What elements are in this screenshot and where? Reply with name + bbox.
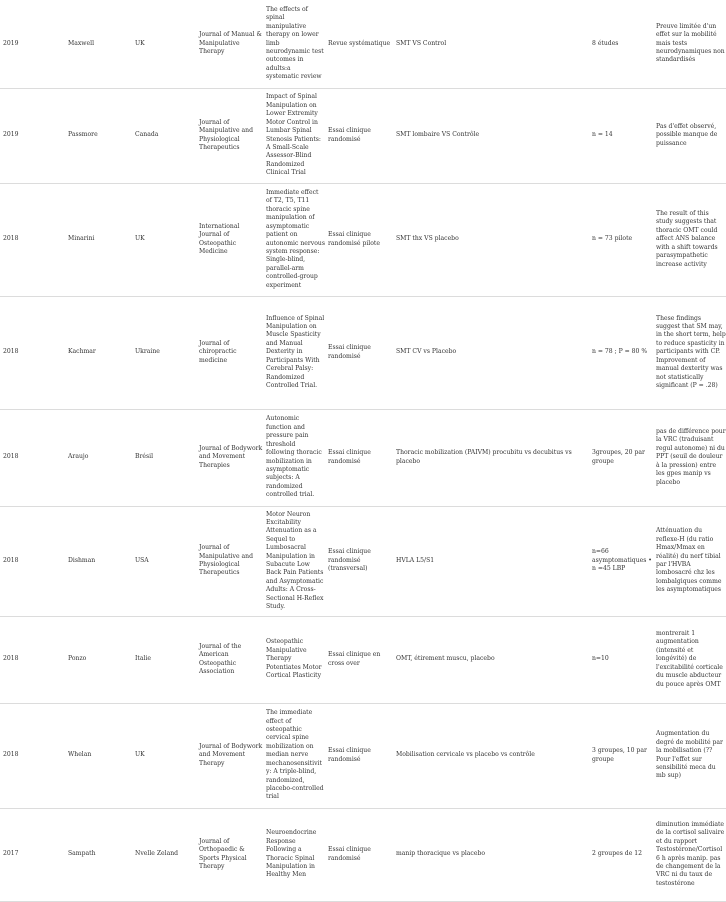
year-cell: 2017 — [0, 808, 65, 901]
intervention-cell: Mobilisation cervicale vs placebo vs contrôle — [393, 703, 589, 808]
country-cell: UK — [132, 183, 196, 296]
intervention-cell: manip thoracique vs placebo — [393, 808, 589, 901]
year-cell: 2018 — [0, 616, 65, 703]
results-cell: Augmentation du degré de mobilité par la mobilisation (?? Pour l'effet sur sensibilité meca du mb sup) — [653, 703, 726, 808]
results-cell: diminution immédiate de la cortisol salivaire et du rapport Testostérone/Cortisol 6 h après manip. pas de changement de la VRC ni du taux de testostérone — [653, 808, 726, 901]
year-cell: 2018 — [0, 703, 65, 808]
table-row — [0, 88, 726, 183]
intervention-cell: SMT lombaire VS Contrôle — [393, 88, 589, 183]
table-row — [0, 506, 726, 616]
author-cell: Whelan — [65, 703, 132, 808]
population-cell: n=66 asymptomatiques • n =45 LBP — [589, 506, 653, 616]
type-cell: Essai clinique randomisé — [325, 409, 393, 506]
year-cell: 2018 — [0, 506, 65, 616]
title-cell: Neuroendocrine Response Following a Thoracic Spinal Manipulation in Healthy Men — [263, 808, 325, 901]
journal-cell: Journal of Orthopaedic & Sports Physical Therapy — [196, 808, 263, 901]
table-row — [0, 296, 726, 409]
country-cell: UK — [132, 0, 196, 88]
journal-cell: Journal of Manipulative and Physiological Therapeutics — [196, 88, 263, 183]
author-cell: Maxwell — [65, 0, 132, 88]
country-cell: Italie — [132, 616, 196, 703]
population-cell: 8 études — [589, 0, 653, 88]
population-cell: n = 73 pilote — [589, 183, 653, 296]
year-cell: 2018 — [0, 183, 65, 296]
table-row — [0, 703, 726, 808]
title-cell: The immediate effect of osteopathic cervical spine mobilization on median nerve mechanosensitivity: A triple-blind, randomized, placebo-controlled trial — [263, 703, 325, 808]
author-cell: Kachmar — [65, 296, 132, 409]
journal-cell: Journal of Bodywork and Movement Therapies — [196, 409, 263, 506]
title-cell: Motor Neuron Excitability Attenuation as a Sequel to Lumbosacral Manipulation in Subacute Low Back Pain Patients and Asymptomatic Adults: A Cross-Sectional H-Reflex Study. — [263, 506, 325, 616]
results-cell: Pas d'effet observé, possible manque de puissance — [653, 88, 726, 183]
type-cell: Essai clinique randomisé — [325, 296, 393, 409]
table-row — [0, 183, 726, 296]
type-cell: Essai clinique randomisé — [325, 703, 393, 808]
type-cell: Essai clinique en cross over — [325, 616, 393, 703]
intervention-cell: SMT VS Control — [393, 0, 589, 88]
intervention-cell: SMT thx VS placebo — [393, 183, 589, 296]
population-cell: n = 78 ; P = 80 % — [589, 296, 653, 409]
year-cell: 2019 — [0, 88, 65, 183]
country-cell: Canada — [132, 88, 196, 183]
country-cell: UK — [132, 703, 196, 808]
table-row — [0, 0, 726, 88]
journal-cell: International Journal of Osteopathic Medicine — [196, 183, 263, 296]
author-cell: Dishman — [65, 506, 132, 616]
title-cell: Immediate effect of T2, T5, T11 thoracic spine manipulation of asymptomatic patient on autonomic nervous system response: Single-blind, parallel-arm controlled-group experiment — [263, 183, 325, 296]
year-cell: 2018 — [0, 296, 65, 409]
country-cell: Brésil — [132, 409, 196, 506]
intervention-cell: Thoracic mobilization (PAIVM) procubitu vs decubitus vs placebo — [393, 409, 589, 506]
results-cell: These findings suggest that SM may, in the short term, help to reduce spasticity in participants with CP. Improvement of manual dexterity was not statistically significant (P = .28) — [653, 296, 726, 409]
title-cell: Impact of Spinal Manipulation on Lower Extremity Motor Control in Lumbar Spinal Stenosis Patients: A Small-Scale Assessor-Blind Randomized Clinical Trial — [263, 88, 325, 183]
title-cell: Influence of Spinal Manipulation on Muscle Spasticity and Manual Dexterity in Participants With Cerebral Palsy: Randomized Controlled Trial. — [263, 296, 325, 409]
population-cell: 3 groupes, 10 par groupe — [589, 703, 653, 808]
year-cell: 2019 — [0, 0, 65, 88]
country-cell: Nvelle Zeland — [132, 808, 196, 901]
type-cell: Essai clinique randomisé — [325, 808, 393, 901]
population-cell: 2 groupes de 12 — [589, 808, 653, 901]
author-cell: Ponzo — [65, 616, 132, 703]
author-cell: Minarini — [65, 183, 132, 296]
results-cell: montrerait 1 augmentation (intensité et longévité) de l'excitabilité corticale du muscle abducteur du pouce après OMT — [653, 616, 726, 703]
country-cell: USA — [132, 506, 196, 616]
journal-cell: Journal of Manual & Manipulative Therapy — [196, 0, 263, 88]
population-cell: 3groupes, 20 par groupe — [589, 409, 653, 506]
author-cell: Araujo — [65, 409, 132, 506]
type-cell: Essai clinique randomisé pilote — [325, 183, 393, 296]
population-cell: n=10 — [589, 616, 653, 703]
table-row — [0, 808, 726, 901]
results-cell: The result of this study suggests that thoracic OMT could affect ANS balance with a shift towards parasympathetic increase activity — [653, 183, 726, 296]
type-cell: Essai clinique randomisé — [325, 88, 393, 183]
journal-cell: Journal of chiropractic medicine — [196, 296, 263, 409]
type-cell: Revue systématique — [325, 0, 393, 88]
year-cell: 2018 — [0, 409, 65, 506]
author-cell: Passmore — [65, 88, 132, 183]
author-cell: Sampath — [65, 808, 132, 901]
journal-cell: Journal of Bodywork and Movement Therapy — [196, 703, 263, 808]
results-cell: pas de différence pour la VRC (traduisant regul autonome) ni du PPT (seuil de douleur à la pression) entre les gpes manip vs placebo — [653, 409, 726, 506]
results-cell: Preuve limitée d'un effet sur la mobilité mais tests neurodynamiques non standardisés — [653, 0, 726, 88]
table-row — [0, 409, 726, 506]
journal-cell: Journal of the American Osteopathic Association — [196, 616, 263, 703]
intervention-cell: SMT CV vs Placebo — [393, 296, 589, 409]
population-cell: n = 14 — [589, 88, 653, 183]
results-cell: Atténuation du reflexe-H (du ratio Hmax/Mmax en réalité) du nerf tibial par l'HVBA lombosacré chz les lombalgiques comme les asymptomatiques — [653, 506, 726, 616]
intervention-cell: HVLA L5/S1 — [393, 506, 589, 616]
journal-cell: Journal of Manipulative and Physiological Therapeutics — [196, 506, 263, 616]
country-cell: Ukraine — [132, 296, 196, 409]
table-row — [0, 616, 726, 703]
type-cell: Essai clinique randomisé (transversal) — [325, 506, 393, 616]
title-cell: Osteopathic Manipulative Therapy Potentiates Motor Cortical Plasticity — [263, 616, 325, 703]
title-cell: Autonomic function and pressure pain threshold following thoracic mobilization in asymptomatic subjects: A randomized controlled trial. — [263, 409, 325, 506]
intervention-cell: OMT, étirement muscu, placebo — [393, 616, 589, 703]
title-cell: The effects of spinal manipulative therapy on lower limb neurodynamic test outcomes in adults:a systematic review — [263, 0, 325, 88]
